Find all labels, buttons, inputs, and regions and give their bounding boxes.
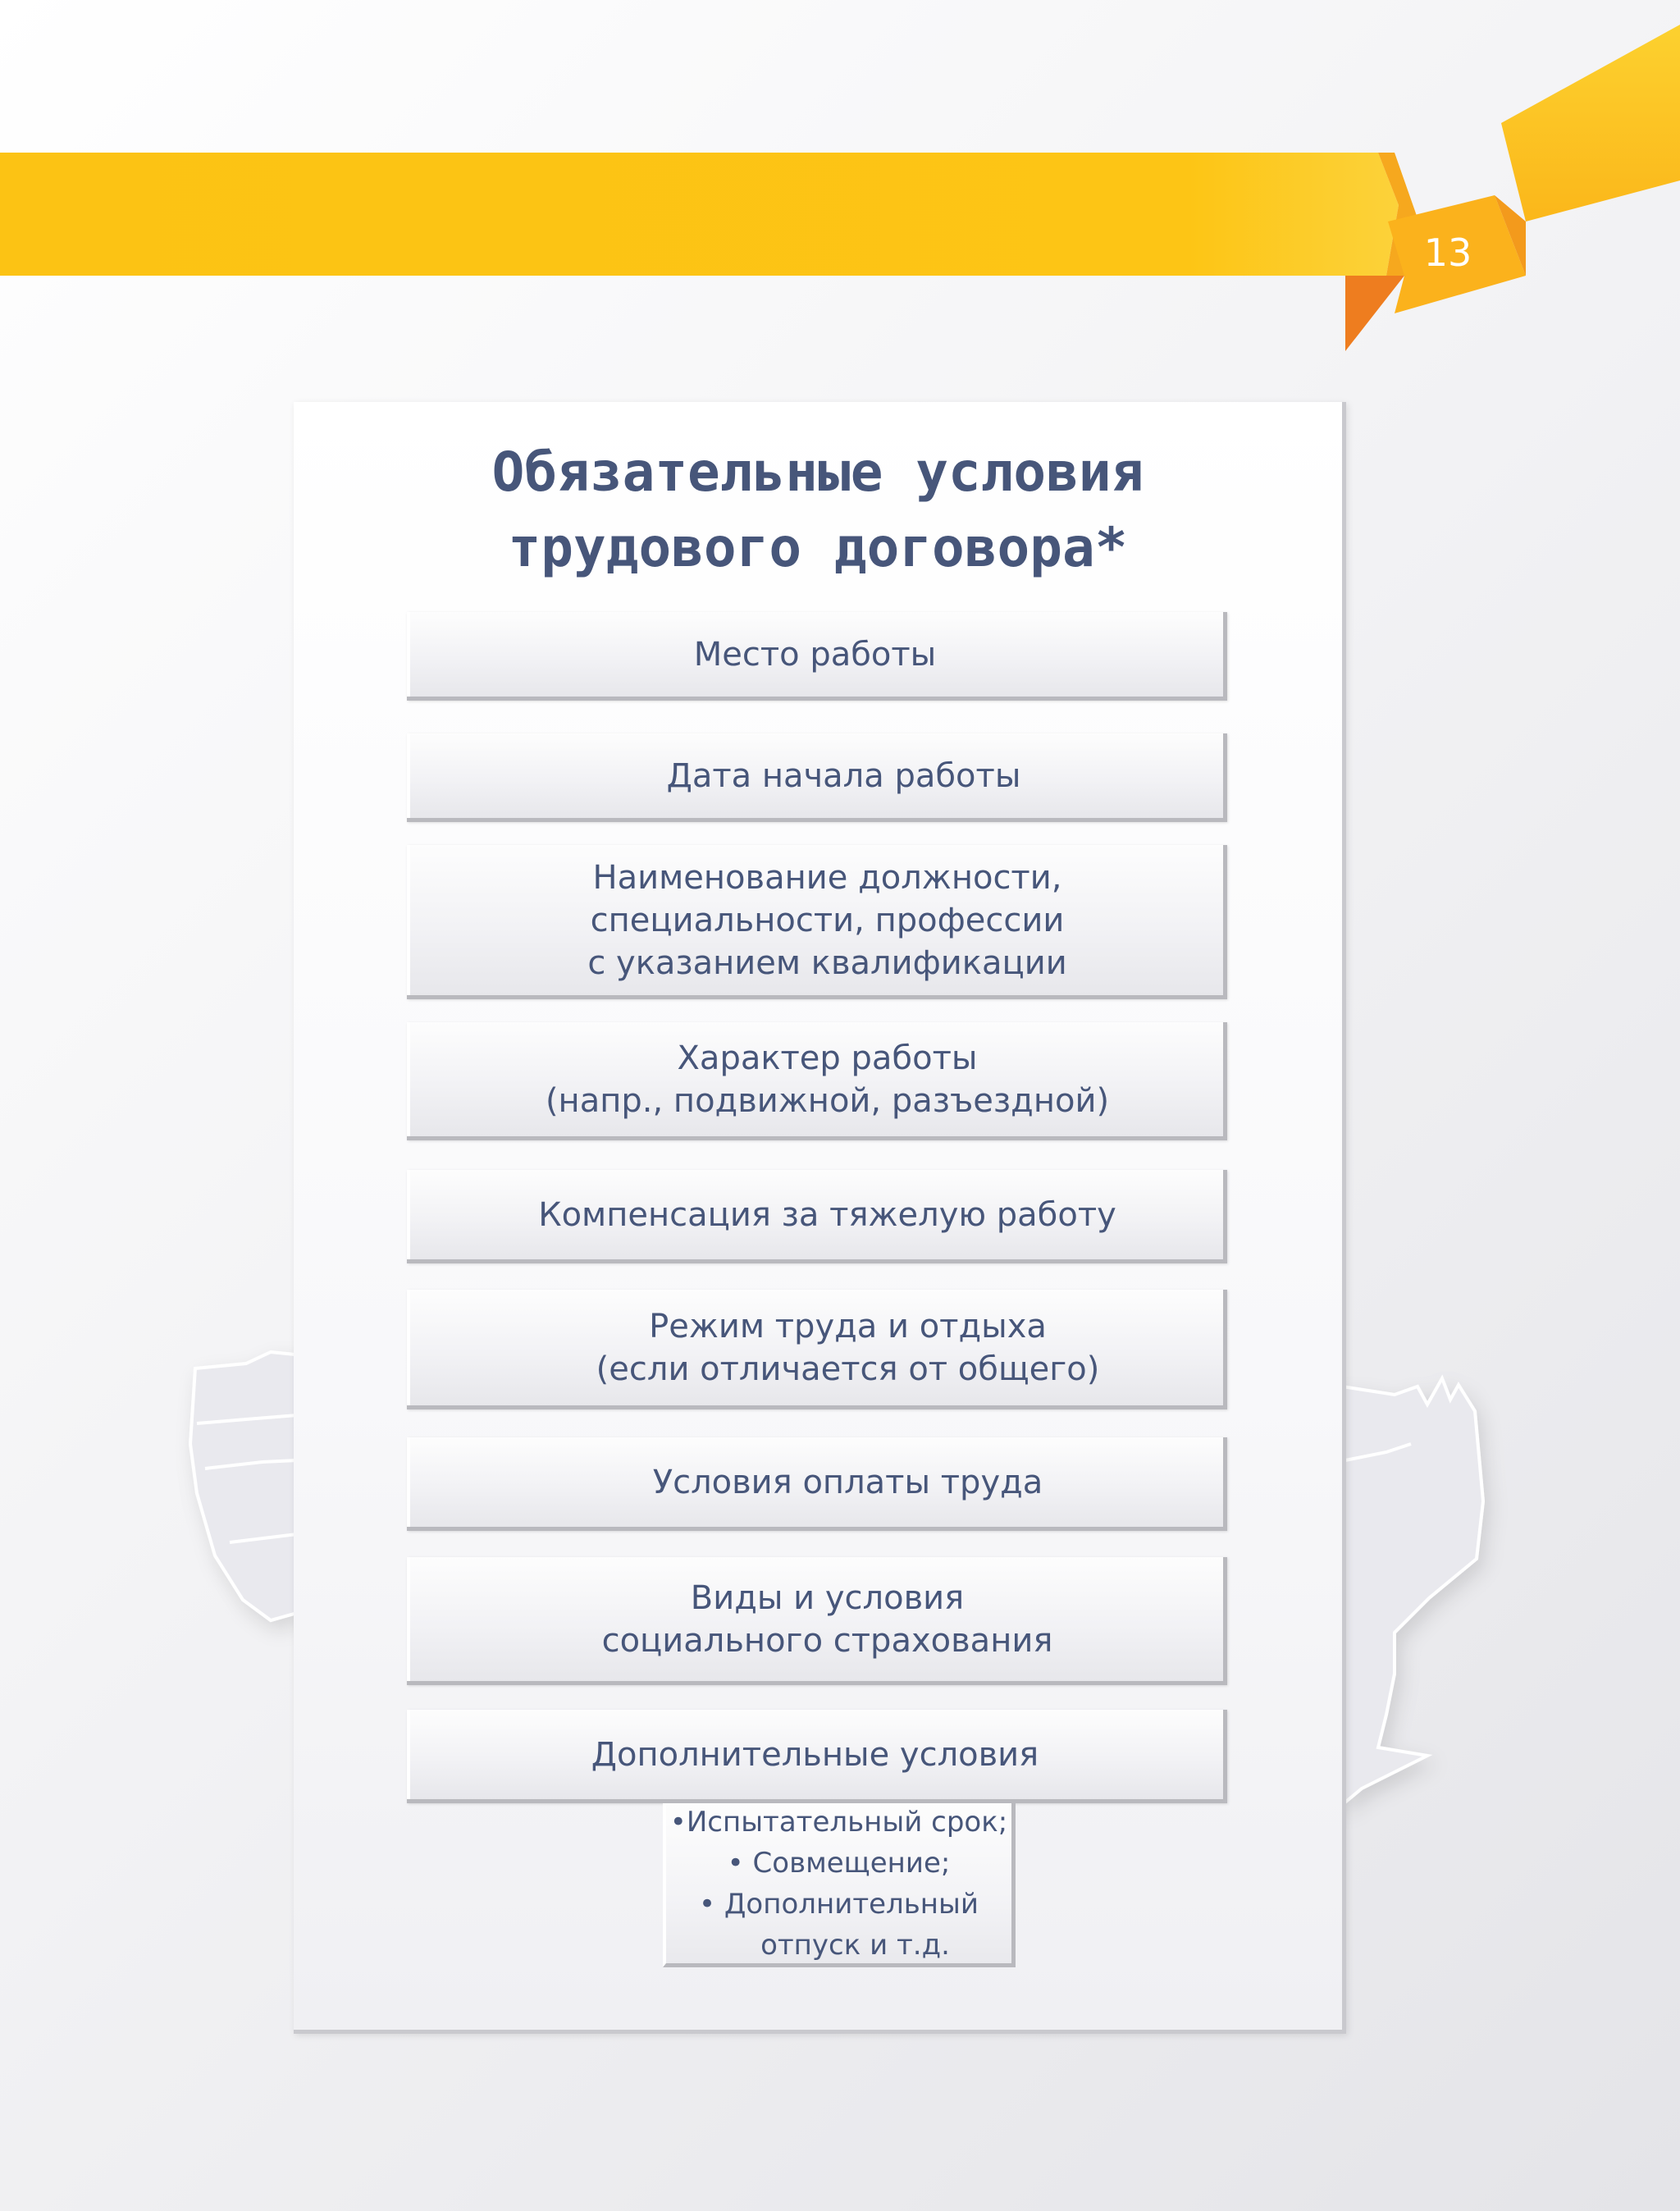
page-title [294,435,1342,586]
title-line: трудового договора* [508,516,1128,579]
condition-box-work-nature [407,1022,1227,1140]
condition-text [694,633,937,676]
condition-line: Условия оплаты труда [652,1463,1043,1501]
condition-line: Виды и условия [690,1578,965,1617]
header-ribbon [0,0,1680,361]
list-item: • Совмещение; [727,1846,951,1880]
condition-text [587,1461,1043,1504]
title-line: Обязательные условия [491,441,1144,504]
condition-box-social-insurance [407,1557,1227,1685]
condition-box-work-rest [407,1290,1227,1409]
condition-line: Компенсация за тяжелую работу [538,1195,1116,1234]
condition-line: специальности, профессии [590,901,1065,939]
list-item: • Дополнительный [699,1887,979,1921]
condition-text [578,1577,1053,1662]
condition-line: (напр., подвижной, разъездной) [545,1081,1110,1120]
list-item: отпуск и т.д. [760,1928,950,1962]
list-item: •Испытательный срок; [669,1805,1008,1839]
condition-text [609,755,1021,797]
condition-line: Характер работы [677,1039,978,1077]
condition-line: социального страхования [601,1621,1053,1660]
condition-line: Дополнительные условия [591,1735,1039,1774]
condition-text [521,1037,1109,1122]
condition-line: Место работы [693,635,937,674]
condition-text [514,1194,1116,1236]
condition-box-additional [407,1710,1227,1803]
condition-box-compensation [407,1170,1227,1263]
condition-box-place [407,612,1227,701]
condition-line: Режим труда и отдыха [649,1307,1047,1345]
condition-text [531,1305,1100,1391]
condition-text [591,1734,1039,1776]
additional-conditions-list [663,1803,1016,1967]
conditions-panel [294,402,1346,2034]
condition-box-payment [407,1437,1227,1531]
condition-line: Наименование должности, [592,858,1062,897]
condition-text [563,857,1066,984]
condition-line: (если отличается от общего) [596,1350,1100,1388]
condition-box-start-date [407,733,1227,822]
page-number: 13 [1423,231,1472,275]
condition-line: с указанием квалификации [587,943,1067,982]
condition-box-position [407,845,1227,999]
condition-line: Дата начала работы [666,756,1021,795]
